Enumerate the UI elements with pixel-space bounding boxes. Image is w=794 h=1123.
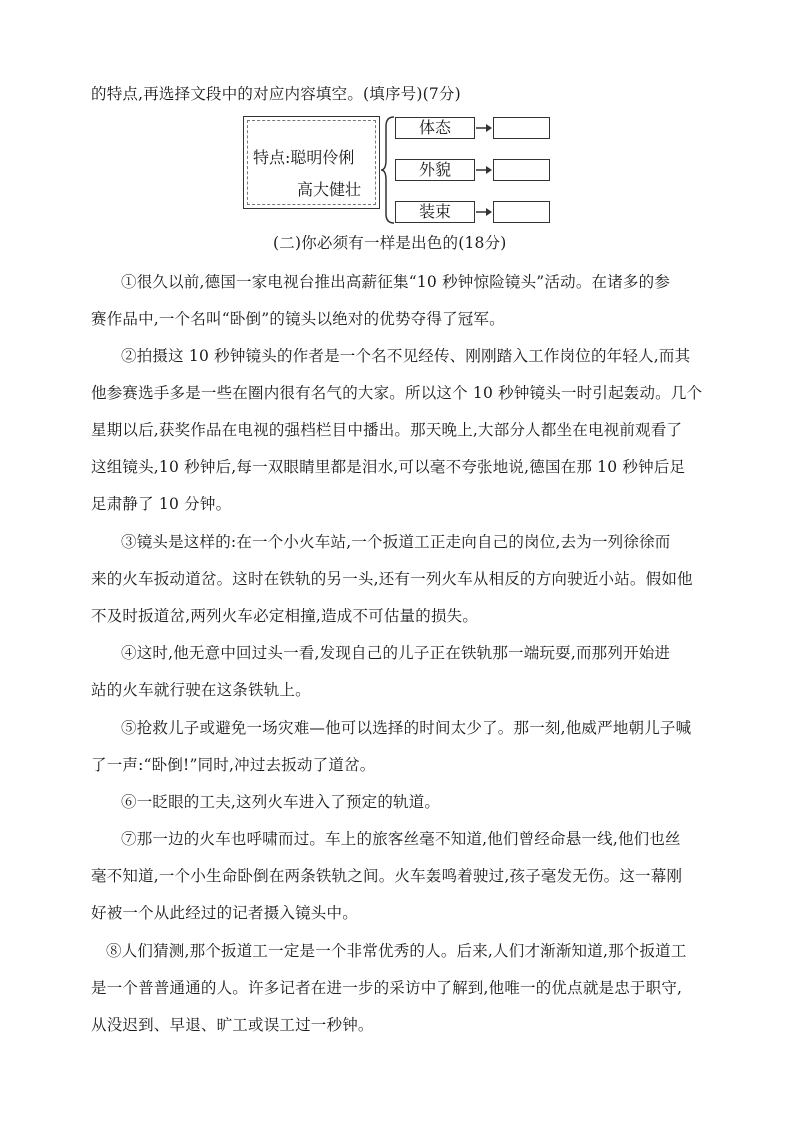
paragraph-line: ①很久以前,德国一家电视台推出高薪征集“10 秒钟惊险镜头”活动。在诸多的参 [121,273,671,291]
aspect-box-attire: 装束 [395,201,475,223]
feature-diagram [243,113,553,227]
paragraph-line: 星期以后,获奖作品在电视的强档栏目中播出。那天晚上,大部分人都坐在电视前观看了 [91,421,683,439]
arrow-right-icon [475,165,493,175]
feature-text-2: 高大健壮 [297,180,362,199]
paragraph-line: 了一声:“卧倒!”同时,冲过去扳动了道岔。 [91,756,376,774]
paragraph-line: ⑤抢救儿子或避免一场灾难—他可以选择的时间太少了。那一刻,他威严地朝儿子喊 [121,719,692,737]
paragraph-line: 这组镜头,10 秒钟后,每一双眼睛里都是泪水,可以毫不夸张地说,德国在那 10 秒钟后足 [91,458,686,476]
answer-box-1[interactable] [493,117,550,139]
aspect-box-appearance: 外貌 [395,159,475,181]
paragraph-line: 从没迟到、早退、旷工或误工过一秒钟。 [91,1016,374,1034]
brace-icon [380,116,396,224]
paragraph-line: 站的火车就行驶在这条铁轨上。 [91,681,311,699]
paragraph-line: 不及时扳道岔,两列火车必定相撞,造成不可估量的损失。 [91,607,479,625]
paragraph-line: ⑧人们猜测,那个扳道工一定是一个非常优秀的人。后来,人们才渐渐知道,那个扳道工 [106,942,687,960]
paragraph-line: ④这时,他无意中回过头一看,发现自己的儿子正在铁轨那一端玩耍,而那列开始进 [121,644,671,662]
paragraph-line: ⑥一眨眼的工夫,这列火车进入了预定的轨道。 [121,793,441,811]
paragraph-line: ③镜头是这样的:在一个小火车站,一个扳道工正走向自己的岗位,去为一列徐徐而 [121,533,671,551]
question-intro: 的特点,再选择文段中的对应内容填空。(填序号)(7分) [91,85,461,103]
paragraph-line: 好被一个从此经过的记者摄入镜头中。 [91,904,358,922]
answer-box-3[interactable] [493,201,550,223]
paragraph-line: ②拍摄这 10 秒钟镜头的作者是一个名不见经传、刚刚踏入工作岗位的年轻人,而其 [121,347,691,365]
answer-box-2[interactable] [493,159,550,181]
paragraph-line: ⑦那一边的火车也呼啸而过。车上的旅客丝毫不知道,他们曾经命悬一线,他们也丝 [121,830,681,848]
arrow-right-icon [475,207,493,217]
aspect-box-body: 体态 [395,117,475,139]
paragraph-line: 他参赛选手多是一些在圈内很有名气的大家。所以这个 10 秒钟镜头一时引起轰动。几个 [91,384,703,402]
paragraph-line: 毫不知道,一个小生命卧倒在两条铁轨之间。火车轰鸣着驶过,孩子毫发无伤。这一幕刚 [91,867,683,885]
feature-box [243,116,380,209]
arrow-right-icon [475,123,493,133]
section-title: (二)你必须有一样是出色的(18分) [273,234,507,252]
paragraph-line: 来的火车扳动道岔。这时在铁轨的另一头,还有一列火车从相反的方向驶近小站。假如他 [91,570,693,588]
paragraph-line: 足肃静了 10 分钟。 [91,495,232,513]
feature-text-1: 特点:聪明伶俐 [253,148,355,167]
paragraph-line: 是一个普普通通的人。许多记者在进一步的采访中了解到,他唯一的优点就是忠于职守, [91,979,683,997]
paragraph-line: 赛作品中,一个名叫“卧倒”的镜头以绝对的优势夺得了冠军。 [91,310,505,328]
